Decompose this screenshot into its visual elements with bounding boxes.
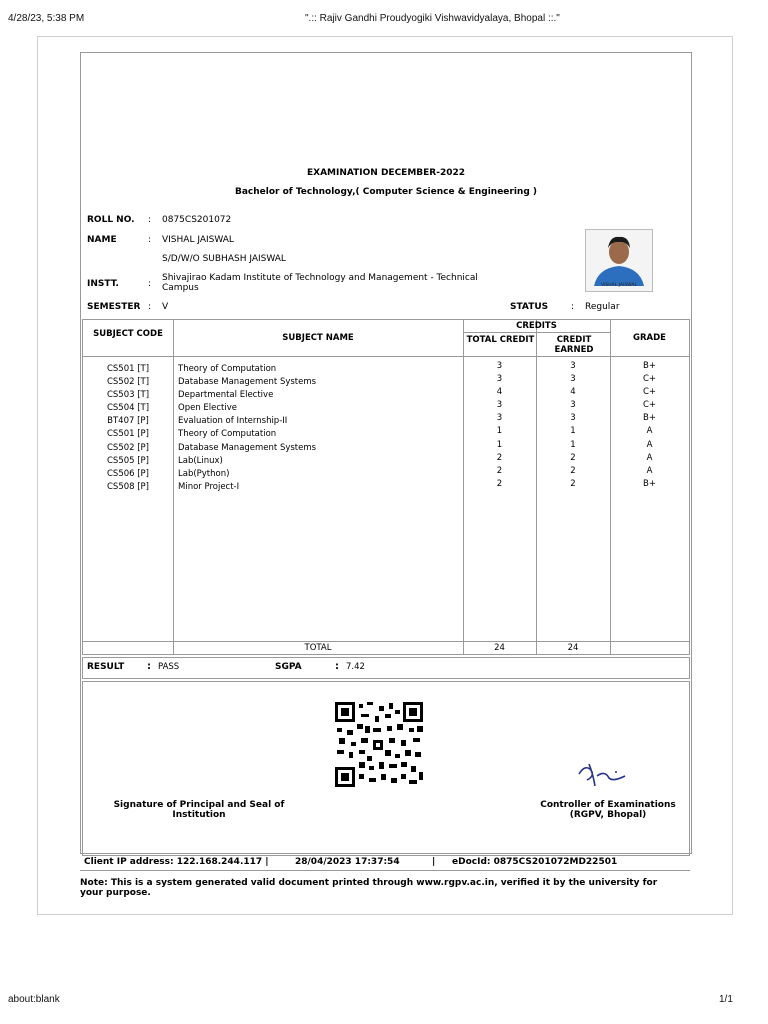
table-row: CS504 [T] bbox=[106, 403, 150, 414]
table-row: Minor Project-I bbox=[178, 481, 240, 492]
total-earned-value: 24 bbox=[567, 643, 579, 653]
result-colon: : bbox=[147, 661, 151, 672]
table-row: CS501 [P] bbox=[106, 429, 149, 440]
table-row: 2 bbox=[496, 452, 503, 463]
table-row: 2 bbox=[570, 478, 576, 489]
header-total-credit: TOTAL CREDIT bbox=[466, 335, 535, 345]
table-row: Lab(Python) bbox=[178, 468, 230, 479]
table-row: CS502 [T] bbox=[106, 377, 150, 388]
table-row: B+ bbox=[643, 413, 656, 424]
table-row: 3 bbox=[570, 361, 576, 371]
table-row: 2 bbox=[570, 465, 576, 476]
photo-caption: VISHAL JAISWAL bbox=[601, 283, 637, 288]
table-row: 3 bbox=[496, 413, 503, 424]
print-datetime: 4/28/23, 5:38 PM bbox=[8, 13, 85, 24]
table-row: 3 bbox=[496, 400, 503, 411]
controller-signature-graphic bbox=[575, 760, 639, 790]
table-row: CS501 [T] bbox=[106, 364, 150, 374]
table-row: Database Management Systems bbox=[178, 442, 317, 453]
total-label: TOTAL bbox=[304, 643, 332, 653]
print-page-title: ".:: Rajiv Gandhi Proudyogiki Vishwavidyalaya, Bhopal ::." bbox=[305, 13, 560, 24]
table-row: 1 bbox=[496, 439, 503, 450]
edoc-id: eDocId: 0875CS201072MD22501 bbox=[452, 857, 618, 867]
name-value: VISHAL JAISWAL bbox=[162, 235, 234, 245]
table-row: Theory of Computation bbox=[178, 364, 277, 374]
table-row: 3 bbox=[570, 374, 576, 385]
table-row: C+ bbox=[642, 374, 657, 385]
table-row: BT407 [P] bbox=[107, 416, 149, 427]
print-page-number: 1/1 bbox=[719, 994, 733, 1005]
result-label: RESULT bbox=[87, 662, 125, 672]
table-row: 1 bbox=[570, 426, 576, 437]
sgpa-value: 7.42 bbox=[346, 662, 365, 672]
subject-name-column bbox=[178, 363, 463, 494]
table-row: Evaluation of Internship-II bbox=[178, 416, 288, 427]
print-timestamp: 28/04/2023 17:37:54 bbox=[295, 857, 400, 867]
footer-separator: | bbox=[432, 857, 436, 867]
table-row: 1 bbox=[496, 426, 503, 437]
table-row: CS505 [P] bbox=[106, 455, 149, 466]
table-row: 4 bbox=[496, 387, 503, 398]
subject-code-column bbox=[83, 363, 173, 494]
name-colon: : bbox=[148, 235, 152, 245]
instt-colon: : bbox=[148, 279, 152, 289]
semester-value: V bbox=[162, 302, 169, 312]
client-ip: Client IP address: 122.168.244.117 | bbox=[84, 857, 269, 867]
table-row: Departmental Elective bbox=[178, 390, 274, 401]
roll-colon: : bbox=[148, 215, 152, 225]
table-row: Lab(Linux) bbox=[178, 455, 223, 466]
name-label: NAME bbox=[87, 235, 117, 245]
table-row: 3 bbox=[496, 374, 503, 385]
table-row: 2 bbox=[496, 478, 503, 489]
status-label: STATUS bbox=[510, 302, 549, 312]
principal-signature-label: Signature of Principal and Seal of Institution bbox=[113, 800, 285, 820]
exam-title: EXAMINATION DECEMBER-2022 bbox=[306, 168, 465, 178]
instt-value: Shivajirao Kadam Institute of Technology and Management - Technical Campus bbox=[162, 273, 478, 293]
semester-label: SEMESTER bbox=[87, 302, 141, 312]
qr-code-graphic bbox=[335, 702, 423, 787]
header-credit-earned: CREDIT EARNED bbox=[554, 335, 594, 355]
grade-column bbox=[610, 360, 689, 491]
table-row: 3 bbox=[496, 361, 503, 371]
system-note: Note: This is a system generated valid document printed through www.rgpv.ac.in, verified it by the university for your purpose. bbox=[80, 878, 658, 898]
print-url: about:blank bbox=[8, 994, 60, 1005]
table-row: 3 bbox=[570, 400, 576, 411]
table-row: A bbox=[646, 426, 653, 437]
instt-label: INSTT. bbox=[87, 279, 119, 289]
table-row: Database Management Systems bbox=[178, 377, 317, 388]
credits-divider bbox=[463, 332, 610, 333]
header-grade: GRADE bbox=[633, 333, 666, 343]
table-row: 2 bbox=[496, 465, 503, 476]
controller-signature-label: Controller of Examinations (RGPV, Bhopal) bbox=[540, 800, 676, 820]
table-row: Theory of Computation bbox=[178, 429, 277, 440]
sgpa-label: SGPA bbox=[275, 662, 302, 672]
controller-signature bbox=[575, 760, 639, 790]
table-row: CS508 [P] bbox=[106, 481, 149, 492]
table-row: 1 bbox=[570, 439, 576, 450]
result-row bbox=[82, 657, 690, 679]
table-row: C+ bbox=[642, 400, 657, 411]
table-row: 2 bbox=[570, 452, 576, 463]
footer-divider bbox=[80, 870, 690, 871]
header-credits: CREDITS bbox=[516, 321, 557, 331]
roll-value: 0875CS201072 bbox=[162, 215, 232, 225]
table-row: B+ bbox=[643, 478, 656, 489]
semester-colon: : bbox=[148, 302, 152, 312]
table-row: CS506 [P] bbox=[106, 468, 149, 479]
table-row: CS502 [P] bbox=[106, 442, 149, 453]
table-row: Open Elective bbox=[178, 403, 237, 414]
status-value: Regular bbox=[585, 302, 620, 312]
table-row: A bbox=[646, 465, 653, 476]
grades-table bbox=[82, 319, 690, 655]
signature-box bbox=[82, 681, 690, 856]
table-row: A bbox=[646, 452, 653, 463]
table-row: C+ bbox=[642, 387, 657, 398]
qr-code bbox=[335, 702, 423, 787]
table-row: CS503 [T] bbox=[106, 390, 150, 401]
parent-value: S/D/W/O SUBHASH JAISWAL bbox=[162, 254, 286, 264]
status-colon: : bbox=[571, 302, 575, 312]
header-divider bbox=[83, 356, 689, 357]
total-credit-column bbox=[463, 360, 536, 491]
table-row: 4 bbox=[570, 387, 576, 398]
table-row: 3 bbox=[570, 413, 576, 424]
header-subject-name: SUBJECT NAME bbox=[282, 333, 354, 343]
table-row: B+ bbox=[643, 361, 656, 371]
result-value: PASS bbox=[158, 662, 180, 672]
table-row: A bbox=[646, 439, 653, 450]
program-title: Bachelor of Technology,( Computer Science & Engineering ) bbox=[234, 187, 538, 197]
student-photo-avatar bbox=[586, 230, 652, 291]
header-subject-code: SUBJECT CODE bbox=[93, 329, 163, 339]
roll-label: ROLL NO. bbox=[87, 215, 135, 225]
credit-earned-column bbox=[536, 360, 610, 491]
student-photo bbox=[585, 229, 653, 292]
total-credit-value: 24 bbox=[494, 643, 505, 653]
sgpa-colon: : bbox=[335, 661, 339, 672]
col-divider bbox=[173, 320, 174, 654]
